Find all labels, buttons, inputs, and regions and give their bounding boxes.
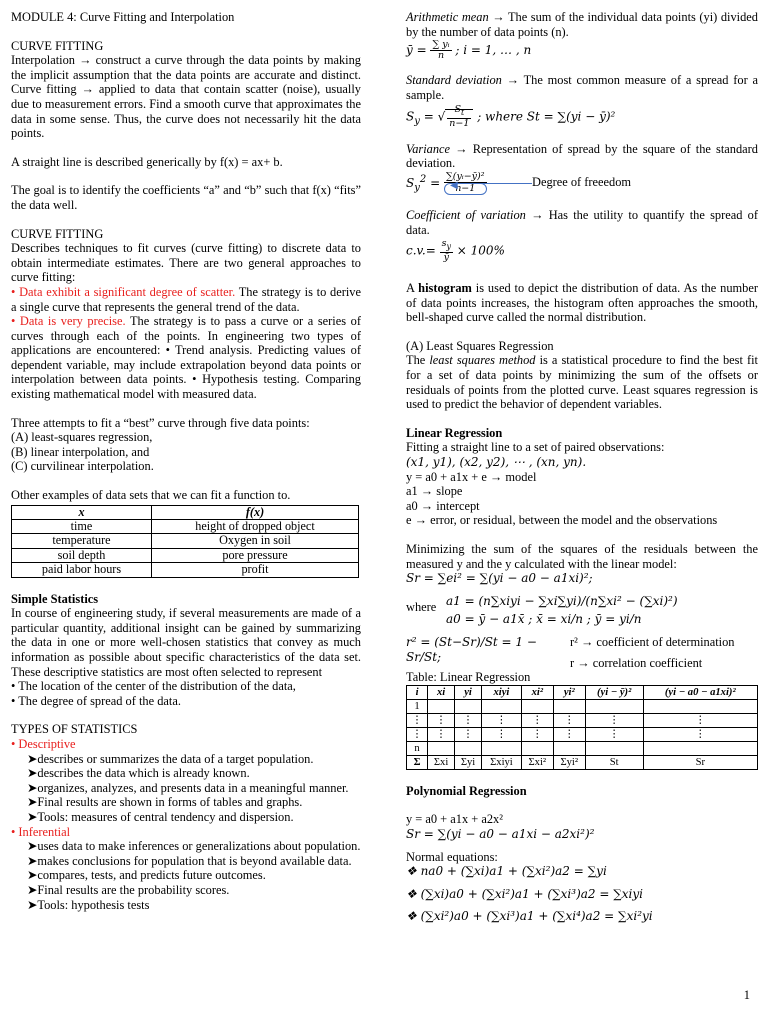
lr-header: (yi − ȳ)² <box>585 685 643 699</box>
coefficients-block <box>406 594 758 627</box>
table-cell: Σxiyi <box>482 755 522 769</box>
histogram-paragraph <box>406 281 758 325</box>
scatter-bullet-rest: The strategy is to derive a single curve that represents the general trend of the data. <box>11 284 361 314</box>
lr-header: xi <box>428 685 455 699</box>
straight-line-text: A straight line is described generically by f(x) = ax+ b. <box>11 154 283 169</box>
table-cell: ⋮ <box>428 727 455 741</box>
sr-equation: Sr = ∑ei² = ∑(yi − a0 − a1xi)²; <box>406 571 593 586</box>
precise-bullet-red: • Data is very precise. <box>11 314 126 329</box>
table-cell: ⋮ <box>521 713 553 727</box>
scatter-bullet <box>11 285 361 314</box>
table-cell <box>585 741 643 755</box>
histogram-pre: A <box>406 281 419 296</box>
table-cell: ⋮ <box>643 713 757 727</box>
cv-text <box>406 208 758 237</box>
descriptive-label: • Descriptive <box>11 737 76 751</box>
module-title: MODULE 4: Curve Fitting and Interpolation <box>11 10 235 24</box>
table-row <box>12 520 359 534</box>
table-cell: Oxygen in soil <box>152 534 359 548</box>
page-number: 1 <box>743 988 750 1002</box>
table-cell: n <box>407 741 428 755</box>
linear-regression-table <box>406 685 758 770</box>
table-cell: ⋮ <box>428 713 455 727</box>
inferential-label: • Inferential <box>11 824 71 839</box>
left-column <box>11 10 361 912</box>
table-cell <box>455 699 482 713</box>
lsr-pre: The <box>406 353 430 368</box>
variance-equation: $S_y^2$ = $\frac{\text{∑(yᵢ−ȳ)²}}{n-1}$ ◀ Degree of freeedom <box>406 171 632 194</box>
normal-equation-3: ❖ (∑xi²)a0 + (∑xi³)a1 + (∑xi⁴)a2 = ∑xi²yi <box>406 909 653 924</box>
list-item: ➤describes or summarizes the data of a target population. <box>27 751 314 766</box>
other-examples-text: Other examples of data sets that we can fit a function to. <box>11 488 291 503</box>
histogram-bold: histogram <box>418 281 472 296</box>
table-cell: pore pressure <box>152 548 359 562</box>
lr-pairs: (x1, y1), (x2, y2), ⋯ , (xn, yn). <box>406 455 587 470</box>
precise-bullet-rest: The strategy is to pass a curve or a series of curves through each of the points. In engineering two types of applications are encountered: • Trend analysis. Predicting values of dependent variable, may include extrapolation beyond data points or interpolation between data points. • Hypothesis testing. Comparing existing mathematical model with measured data. <box>11 314 361 402</box>
table-cell: St <box>585 755 643 769</box>
simple-statistics-heading: Simple Statistics <box>11 591 99 606</box>
table-row <box>407 727 758 741</box>
lr-fit-text: Fitting a straight line to a set of paired observations: <box>406 440 665 455</box>
poly-sr: Sr = ∑(yi − a0 − a1xi − a2xi²)² <box>406 826 595 841</box>
table-cell: ⋮ <box>482 727 522 741</box>
arithmetic-mean-label: Arithmetic mean <box>406 10 489 24</box>
examples-table <box>11 505 359 578</box>
table-cell <box>521 699 553 713</box>
table-cell <box>521 741 553 755</box>
where-label: where <box>406 599 437 614</box>
table-cell <box>482 741 522 755</box>
table-cell: time <box>12 520 152 534</box>
std-dev-equation: $S_y$ = √ $\frac{S_t}{n-1}$ ; where St = ∑(yi − ȳ)² <box>406 104 616 130</box>
std-dev-desc: → The most common measure of a spread for a sample. <box>406 73 758 102</box>
r-desc: r → correlation coefficient <box>570 655 703 670</box>
lr-error: e → error, or residual, between the model and the observations <box>406 513 718 528</box>
table-cell: Σyi <box>455 755 482 769</box>
cv-label: Coefficient of variation <box>406 208 526 222</box>
lr-header: yi <box>455 685 482 699</box>
arithmetic-mean-equation: ȳ = $\frac{\text{∑ yᵢ}}{n}$ ; i = 1, … , n <box>406 39 532 62</box>
table-cell: ⋮ <box>407 727 428 741</box>
table-cell <box>482 699 522 713</box>
table-cell: ⋮ <box>407 713 428 727</box>
table-cell: ⋮ <box>455 727 482 741</box>
a0-equation: a0 = ȳ − a1x̄ ; x̄ = xi/n ; ȳ = yi/n <box>446 612 642 627</box>
degree-of-freedom-label: Degree of freeedom <box>532 175 632 189</box>
table-cell: ⋮ <box>585 727 643 741</box>
table-cell <box>643 699 757 713</box>
table-cell: ⋮ <box>643 727 757 741</box>
precise-bullet <box>11 314 361 402</box>
lr-header: yi² <box>553 685 585 699</box>
variance-label: Variance <box>406 141 451 156</box>
cv-desc: → Has the utility to quantify the spread of data. <box>406 208 758 237</box>
three-attempts-text: Three attempts to fit a “best” curve through five data points: <box>11 415 310 430</box>
lsr-italic: least squares method <box>429 353 536 368</box>
dof-arrow-head: ◀ <box>450 180 458 191</box>
lr-header: (yi − a0 − a1xi)² <box>643 685 757 699</box>
normal-equation-1: ❖ na0 + (∑xi)a1 + (∑xi²)a2 = ∑yi <box>406 864 607 879</box>
list-item: ➤Tools: measures of central tendency and dispersion. <box>27 809 294 824</box>
table-cell <box>455 741 482 755</box>
table-row <box>407 713 758 727</box>
lr-header: xiyi <box>482 685 522 699</box>
table-cell <box>643 741 757 755</box>
a1-equation: a1 = (n∑xiyi − ∑xi∑yi)/(n∑xi² − (∑xi)²) <box>446 593 678 608</box>
table-cell: 1 <box>407 699 428 713</box>
list-item: ➤makes conclusions for population that is beyond available data. <box>27 853 352 868</box>
list-item: ➤organizes, analyzes, and presents data in a meaningful manner. <box>27 780 349 795</box>
table-cell: soil depth <box>12 548 152 562</box>
r2-desc: r² → coefficient of determination <box>570 634 735 649</box>
lr-intercept: a0 → intercept <box>406 498 480 513</box>
list-item: ➤Final results are shown in forms of tables and graphs. <box>27 795 303 810</box>
table-cell: Σ <box>407 755 428 769</box>
curve-fitting-heading: CURVE FITTING <box>11 38 104 53</box>
list-item: ➤compares, tests, and predicts future outcomes. <box>27 868 266 883</box>
table-header-x: x <box>12 505 152 519</box>
table-cell: ⋮ <box>455 713 482 727</box>
table-cell <box>553 699 585 713</box>
table-cell: Sr <box>643 755 757 769</box>
list-item: ➤uses data to make inferences or generalizations about population. <box>27 839 361 854</box>
scatter-bullet-red: • Data exhibit a significant degree of scatter. <box>11 284 236 299</box>
table-title: Table: Linear Regression <box>406 670 531 685</box>
r2-block <box>406 635 758 670</box>
poly-model: y = a0 + a1x + a2x² <box>406 812 503 827</box>
attempt-c: (C) curvilinear interpolation. <box>11 459 154 474</box>
r2-equation: r² = (St−Sr)/St = 1 − Sr/St; <box>406 634 537 664</box>
right-column <box>406 10 758 924</box>
list-item: ➤Tools: hypothesis tests <box>27 897 150 912</box>
table-cell <box>553 741 585 755</box>
cv-equation: c.v.= $\frac{s_y}{ȳ}$ × 100% <box>406 238 505 264</box>
normal-equation-2: ❖ (∑xi)a0 + (∑xi²)a1 + (∑xi³)a2 = ∑xiyi <box>406 886 644 901</box>
table-cell: Σxi² <box>521 755 553 769</box>
table-cell: Σyi² <box>553 755 585 769</box>
lr-model: y = a0 + a1x + e → model <box>406 469 537 484</box>
table-row <box>12 563 359 577</box>
variance-desc: → Representation of spread by the square of the standard deviation. <box>406 141 758 171</box>
lr-header: i <box>407 685 428 699</box>
minimizing-text: Minimizing the sum of the squares of the residuals between the measured y and the y calculated with the linear model: <box>406 541 758 571</box>
least-squares-heading: (A) Least Squares Regression <box>406 338 554 353</box>
table-cell: profit <box>152 563 359 577</box>
table-row <box>407 699 758 713</box>
curve-fitting-paragraph-2: Describes techniques to fit curves (curve fitting) to discrete data to obtain intermediate estimates. There are two general approaches to curve fitting: <box>11 241 361 285</box>
list-item: ➤describes the data which is already known. <box>27 766 250 781</box>
table-cell: ⋮ <box>553 727 585 741</box>
std-dev-eq-rest: ; where St = ∑(yi − ȳ)² <box>477 109 616 124</box>
table-header-fx: f(x) <box>152 505 359 519</box>
table-cell <box>428 741 455 755</box>
table-row <box>407 755 758 769</box>
simple-statistics-paragraph: In course of engineering study, if several measurements are made of a particular quantity, additional insight can be gained by summarizing the data in one or more well-chosen statistics that convey as much information as possible about specific characteristics of the data set. These descriptive statistics are most often selected to represent <box>11 606 361 679</box>
table-cell: ⋮ <box>585 713 643 727</box>
list-item: ➤Final results are the probability scores. <box>27 882 230 897</box>
variance-text <box>406 142 758 171</box>
attempt-a: (A) least-squares regression, <box>11 430 153 445</box>
table-row <box>12 548 359 562</box>
std-dev-label: Standard deviation <box>406 73 502 88</box>
std-dev-text <box>406 73 758 102</box>
linear-regression-heading: Linear Regression <box>406 425 503 440</box>
table-cell: height of dropped object <box>152 520 359 534</box>
polynomial-regression-heading: Polynomial Regression <box>406 783 527 798</box>
arithmetic-mean-eq-rest: ; i = 1, … , n <box>455 43 532 58</box>
least-squares-paragraph <box>406 353 758 411</box>
table-cell: Σxi <box>428 755 455 769</box>
curve-fitting-paragraph-1: Interpolation → construct a curve through the data points by making the implicit assumption that the data points are accurate and distinct. Curve fitting → applied to data that contain scatter (noise), usually due to measurement errors. Find a smooth curve that approximates the data in some sense. Thus, the curve does not necessarily hit the data points. <box>11 53 361 141</box>
goal-text: The goal is to identify the coefficients “a” and “b” such that f(x) “fits” the data well. <box>11 183 361 212</box>
curve-fitting-heading-2: CURVE FITTING <box>11 226 104 241</box>
arithmetic-mean-text <box>406 10 758 39</box>
lsr-post: is a statistical procedure to find the best fit for a set of data points by minimizing the sum of the offsets or residuals of points from the plotted curve. Least squares regression is used to predict the behavior of dependent variables. <box>406 353 758 412</box>
table-cell: temperature <box>12 534 152 548</box>
table-cell <box>585 699 643 713</box>
table-row <box>407 741 758 755</box>
table-cell <box>428 699 455 713</box>
normal-equations-label: Normal equations: <box>406 849 498 864</box>
table-cell: ⋮ <box>482 713 522 727</box>
histogram-post: is used to depict the distribution of data. As the number of data points increases, the histogram often approaches the smooth, bell-shaped curve called the normal distribution. <box>406 281 758 325</box>
lr-header: xi² <box>521 685 553 699</box>
lr-slope: a1 → slope <box>406 484 463 499</box>
simple-statistics-bullet-2: • The degree of spread of the data. <box>11 693 181 708</box>
dof-arrow-line <box>454 183 532 184</box>
simple-statistics-bullet-1: • The location of the center of the distribution of the data, <box>11 679 296 694</box>
table-cell: paid labor hours <box>12 563 152 577</box>
table-cell: ⋮ <box>521 727 553 741</box>
table-row <box>12 534 359 548</box>
types-heading: TYPES OF STATISTICS <box>11 722 138 737</box>
attempt-b: (B) linear interpolation, and <box>11 444 150 459</box>
arithmetic-mean-desc: → The sum of the individual data points (yi) divided by the number of data points (n). <box>406 10 758 39</box>
table-cell: ⋮ <box>553 713 585 727</box>
